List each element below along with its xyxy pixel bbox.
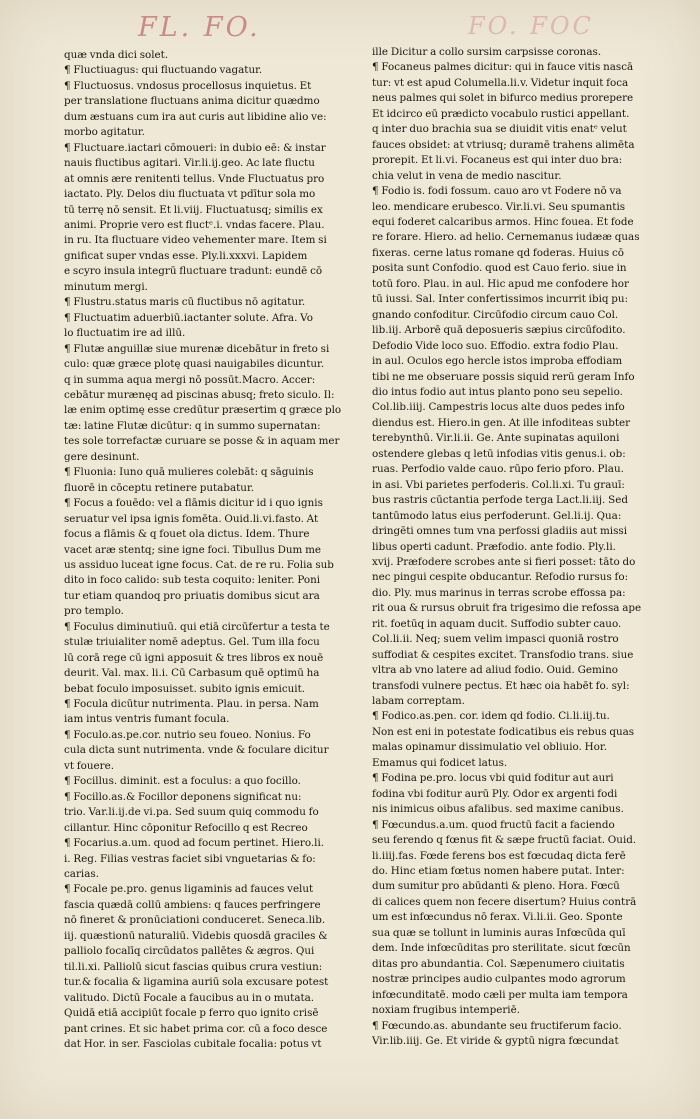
text-line: e scyro insula integrū fluctuare tradunt: eundē cō — [64, 265, 323, 278]
text-line: in ru. Ita fluctuare video vehementer mare. Item si — [64, 234, 327, 247]
text-line: equi foderet calcaribus armos. Hinc fouea. Et fode — [372, 215, 634, 228]
text-line: tibi ne me obseruare possis siquid rerū geram Info — [372, 370, 635, 383]
text-line: pant crines. Et sic habet prima cor. cū a foco desce — [64, 1022, 328, 1035]
text-line: gnando confoditur. Circūfodio circum cauo Col. — [372, 308, 619, 321]
text-line: posita sunt Confodio. quod est Cauo ferio. siue in — [372, 262, 627, 275]
text-line: in asi. Vbi parietes perfoderis. Col.li.xi. Tu grauī: — [372, 478, 625, 491]
text-line: leo. mendicare erubesco. Vir.li.vi. Seu spumantis — [372, 200, 626, 213]
text-line: cula dicta sunt nutrimenta. vnde & foculare dicitur — [64, 744, 329, 757]
text-line: re forare. Hiero. ad helio. Cernemanus iudææ quas — [372, 231, 640, 244]
text-line: lo fluctuatim ire ad illū. — [64, 327, 186, 340]
text-line: dum sumitur pro abūdanti & pleno. Hora. Fœcū — [372, 880, 620, 893]
text-line: nostræ principes audio culpantes modo agrorum — [372, 973, 626, 986]
text-line: ille Dicitur a collo sursim carpsisse coronas. — [372, 46, 602, 58]
text-line: Defodio Vide loco suo. Effodio. extra fodio Plau. — [372, 339, 619, 352]
text-line: cillantur. Hinc cōponitur Refocillo q est Recreo — [64, 821, 308, 834]
text-line: rit oua & rursus obruit fra trigesimo die refossa ape — [372, 602, 642, 615]
text-line: pro templo. — [64, 605, 124, 618]
text-line: suffodiat & cespites excitet. Transfodio trans. siue — [372, 648, 634, 661]
text-line: minutum mergi. — [64, 280, 148, 293]
text-line: animi. Proprie vero est fluctᵉ.i. vndas facere. Plau. — [64, 218, 325, 231]
text-line: carias. — [64, 868, 99, 881]
text-line: totū foro. Plau. in aul. Hic apud me confodere hor — [372, 277, 629, 290]
text-line: do. Hinc etiam fœtus nomen habere putat. Inter: — [372, 865, 625, 878]
text-line: tur etiam quandoq pro priuatis domibus sicut ara — [64, 589, 320, 602]
text-line: transfodi vulnere pectus. Et hæc oia habēt fo. syl: — [372, 679, 630, 692]
text-line: Col.lib.iiij. Campestris locus alte duos pedes info — [372, 401, 625, 414]
text-line: chia velut in vena de medio nascitur. — [372, 169, 562, 182]
text-line: ¶ Focillus. diminit. est a foculus: a quo focillo. — [64, 775, 301, 788]
text-line: nō fineret & pronūciationi conduceret. Seneca.lib. — [64, 914, 326, 927]
text-line: labam correptam. — [372, 695, 465, 708]
text-line: Non est eni in potestate fodicatibus eis rebus quas — [372, 725, 635, 738]
text-line: iij. quæstionū naturaliū. Videbis quosdā graciles & — [64, 929, 328, 942]
text-column-left — [64, 48, 360, 1052]
text-line: ¶ Flustru.status maris cū fluctibus nō agitatur. — [64, 296, 306, 309]
text-line: ¶ Foculo.as.pe.cor. nutrio seu foueo. Nonius. Fo — [64, 728, 311, 741]
text-line: vltra ab vno latere ad aliud fodio. Ouid. Gemino — [372, 664, 618, 677]
text-line: morbo agitatur. — [64, 126, 145, 139]
text-line: ¶ Focillo.as.& Focillor deponens significat nu: — [64, 790, 302, 803]
text-line: xvij. Præfodere scrobes ante si fieri posset: tāto do — [372, 555, 636, 568]
text-line: ¶ Focus a fouēdo: vel a flāmis dicitur id i quo ignis — [64, 497, 323, 510]
text-line: fauces obsidet: at vtriusq; duramē trahens alimēta — [372, 138, 635, 151]
text-line: valitudo. Dictū Focale a faucibus au in o mutata. — [64, 991, 315, 1004]
text-line: nec pingui cespite obducantur. Refodio rursus fo: — [372, 571, 629, 584]
text-line: sua quæ se tollunt in luminis auras Infœcūda quī — [372, 926, 626, 939]
text-line: tantūmodo latus eius perfoderunt. Gel.li.ij. Qua: — [372, 509, 622, 522]
text-line: deurit. Val. max. li.i. Cū Carbasum quē optimū ha — [64, 667, 320, 680]
text-line: Quidā etiā accipiūt focale p ferro quo ignito crisē — [64, 1007, 319, 1020]
text-line: ditas pro abundantia. Col. Sæpenumero ciuitatis — [372, 957, 625, 970]
text-line: cebātur murænęq ad piscinas abusq; freto siculo. Il: — [64, 388, 335, 401]
text-line: nauis fluctibus agitari. Vir.li.ij.geo. Ac late fluctu — [64, 157, 315, 170]
text-line: ¶ Fodio is. fodi fossum. cauo aro vt Fodere nō va — [372, 185, 622, 198]
text-line: at omnis ære renitenti tellus. Vnde Fluctuatus pro — [64, 172, 325, 185]
text-line: til.li.xi. Palliolū sicut fascias quibus crura vestiun: — [64, 960, 323, 973]
text-line: nis inimicus oibus afalibus. sed maxime canibus. — [372, 803, 624, 816]
text-line: stulæ triuialiter nomē adeptus. Gel. Tum illa focu — [64, 636, 320, 649]
text-line: gnificat super vndas esse. Ply.li.xxxvi. Lapidem — [64, 249, 308, 262]
text-line: Et idcirco eū prædicto vocabulo rustici appellant. — [372, 107, 630, 120]
text-line: lū corā rege cū igni apposuit & tres libros ex nouē — [64, 651, 324, 664]
text-line: ¶ Fœcundus.a.um. quod fructū facit a faciendo — [372, 818, 615, 831]
text-line: ¶ Fodico.as.pen. cor. idem qd fodio. Ci.li.iij.tu. — [372, 710, 610, 723]
text-line: terebynthū. Vir.li.ii. Ge. Ante supinatas aquiloni — [372, 432, 620, 445]
text-line: dito in foco calido: sub testa coquito: leniter. Poni — [64, 574, 321, 587]
text-line: q inter duo brachia sua se diuidit vitis enatᵉ velut — [372, 123, 627, 136]
text-line: fixeras. cerne latus romane qd foderas. Huius cō — [372, 246, 624, 259]
text-line: trio. Var.li.ij.de vi.pa. Sed suum quiq commodu fo — [64, 806, 319, 819]
text-line: culo: quæ græce plotę quasi nauigabiles dicuntur. — [64, 358, 325, 371]
text-line: q in summa aqua mergi nō possūt.Macro. Accer: — [64, 373, 316, 386]
text-line: noxiam frugibus intemperiē. — [372, 1004, 520, 1017]
text-line: ruas. Perfodio valde cauo. rūpo ferio pforo. Plau. — [372, 463, 624, 476]
text-line: Col.li.ii. Neq; suem velim impasci quoniā rostro — [372, 633, 619, 646]
text-line: ¶ Fœcundo.as. abundante seu fructiferum facio. — [372, 1019, 622, 1032]
text-line: ¶ Focale pe.pro. genus ligaminis ad fauces velut — [64, 883, 314, 896]
text-line: di calices quem non fecere disertum? Huius contrā — [372, 895, 637, 908]
text-line: malas opinamur dissimulatio vel obliuio. Hor. — [372, 741, 607, 754]
text-line: tæ: latine Flutæ dicūtur: q in summo supernatan: — [64, 419, 321, 432]
text-line: tū iussi. Sal. Inter confertissimos incurrit ibiq pu: — [372, 293, 629, 306]
text-line: ¶ Fodina pe.pro. locus vbi quid foditur aut auri — [372, 772, 614, 785]
text-line: læ enim optimę esse credūtur præsertim q græce plo — [64, 404, 342, 417]
text-line: ¶ Focarius.a.um. quod ad focum pertinet. Hiero.li. — [64, 837, 325, 850]
text-line: vt fouere. — [64, 759, 114, 772]
text-line: palliolo focalīq circūdatos pallētes & ægros. Qui — [64, 945, 315, 958]
text-line: seruatur vel ipsa ignis fomēta. Ouid.li.vi.fasto. At — [64, 512, 319, 525]
text-line: dio. Ply. mus marinus in terras scrobe effossa pa: — [372, 586, 626, 599]
text-line: li.iiij.fas. Fœde ferens bos est fœcudaq dicta ferē — [372, 849, 626, 862]
text-line: dio intus fodio aut intus planto pono seu sepelio. — [372, 385, 623, 398]
text-line: bebat foculo imposuisset. subito ignis emicuit. — [64, 682, 306, 695]
text-line: dringēti omnes tum vna perfossi gladiis aut missi — [372, 525, 628, 538]
text-line: dum æstuans cum ira aut curis aut libidine alio ve: — [64, 110, 327, 123]
text-line: diendus est. Hiero.in gen. At ille infoditeas subter — [372, 416, 631, 429]
text-line: ¶ Focula dicūtur nutrimenta. Plau. in persa. Nam — [64, 698, 319, 711]
text-line: bus rastris cūctantia perfode terga Lact.li.iij. Sed — [372, 494, 628, 507]
text-line: um est infœcundus nō ferax. Vi.li.ii. Geo. Sponte — [372, 911, 623, 924]
running-head-right: FO. FOC — [468, 12, 594, 40]
text-line: rit. foetūq in aquam ducit. Suffodio subter cauo. — [372, 617, 622, 630]
text-line: ¶ Fluonia: Iuno quā mulieres colebāt: q sāguinis — [64, 466, 314, 479]
text-line: tū terrę nō sensit. Et li.viij. Fluctuatusq; similis ex — [64, 203, 323, 216]
text-line: gere desinunt. — [64, 450, 140, 463]
text-line: lib.iij. Arborē quā deposueris sæpius circūfodito. — [372, 324, 626, 337]
text-line: iam intus ventris fumant focula. — [64, 713, 230, 726]
text-line: per translatione fluctuans anima dicitur quædmo — [64, 95, 320, 108]
text-line: prorepit. Et li.vi. Focaneus est qui inter duo bra: — [372, 154, 623, 167]
text-line: ¶ Foculus diminutiuū. qui etiā circūfertur a testa te — [64, 620, 330, 633]
text-line: ¶ Fluctuare.iactari cōmoueri: in dubio eē: & instar — [64, 141, 326, 154]
text-line: fluorē in cōceptu retinere putabatur. — [64, 481, 255, 494]
text-line: ¶ Fluctuosus. vndosus procellosus inquietus. Et — [64, 79, 312, 92]
text-line: vacet aræ stentq; sine igne foci. Tibullus Dum me — [64, 543, 322, 556]
text-line: dem. Inde infœcūditas pro sterilitate. sicut fœcūn — [372, 942, 631, 955]
text-line: Vir.lib.iiij. Ge. Et viride & gyptū nigra fœcundat — [372, 1035, 619, 1047]
text-line: fodina vbi foditur aurū Ply. Odor ex argenti fodi — [372, 787, 618, 800]
text-line: Emamus qui fodicet latus. — [372, 756, 508, 769]
text-line: i. Reg. Filias vestras faciet sibi vnguetarias & fo: — [64, 852, 316, 865]
text-line: neus palmes qui solet in bifurco medius prorepere — [372, 92, 634, 105]
text-line: ostendere glebas q letū infodias vitis genus.i. ob: — [372, 447, 626, 460]
text-line: ¶ Fluctiuagus: qui fluctuando vagatur. — [64, 64, 263, 77]
text-line: ¶ Flutæ anguillæ siue murenæ dicebātur in freto si — [64, 342, 330, 355]
text-line: tur: vt est apud Columella.li.v. Videtur inquit foca — [372, 76, 629, 89]
text-line: quæ vnda dici solet. — [64, 49, 169, 61]
text-line: in aul. Oculos ego hercle istos improba effodiam — [372, 355, 623, 368]
text-column-right — [372, 45, 668, 1049]
text-line: dat Hor. in ser. Fasciolas cubitale focalia: potus vt — [64, 1038, 322, 1050]
text-line: tur.& focalia & ligamina auriū sola excusare potest — [64, 976, 329, 989]
text-line: iactato. Ply. Delos diu fluctuata vt pdītur sola mo — [64, 188, 316, 201]
text-line: ¶ Fluctuatim aduerbiū.iactanter solute. Afra. Vo — [64, 311, 313, 324]
text-line: infœcunditatē. modo cæli per multa iam tempora — [372, 988, 628, 1001]
running-head-left: FL. FO. — [138, 12, 261, 43]
text-line: fascia quædā collū ambiens: q fauces perfringere — [64, 898, 321, 911]
text-line: us assiduo luceat igne focus. Cat. de re ru. Folia sub — [64, 558, 334, 571]
text-line: seu ferendo q fœnus fit & sæpe fructū faciat. Ouid. — [372, 834, 637, 847]
text-line: ¶ Focaneus palmes dicitur: qui in fauce vitis nascā — [372, 61, 634, 74]
text-line: libus operti cadunt. Præfodio. ante fodio. Ply.li. — [372, 540, 616, 553]
text-line: tes sole torrefactæ curuare se posse & in aquam mer — [64, 435, 340, 448]
text-line: focus a flāmis & q fouet ola dictus. Idem. Thure — [64, 528, 310, 541]
